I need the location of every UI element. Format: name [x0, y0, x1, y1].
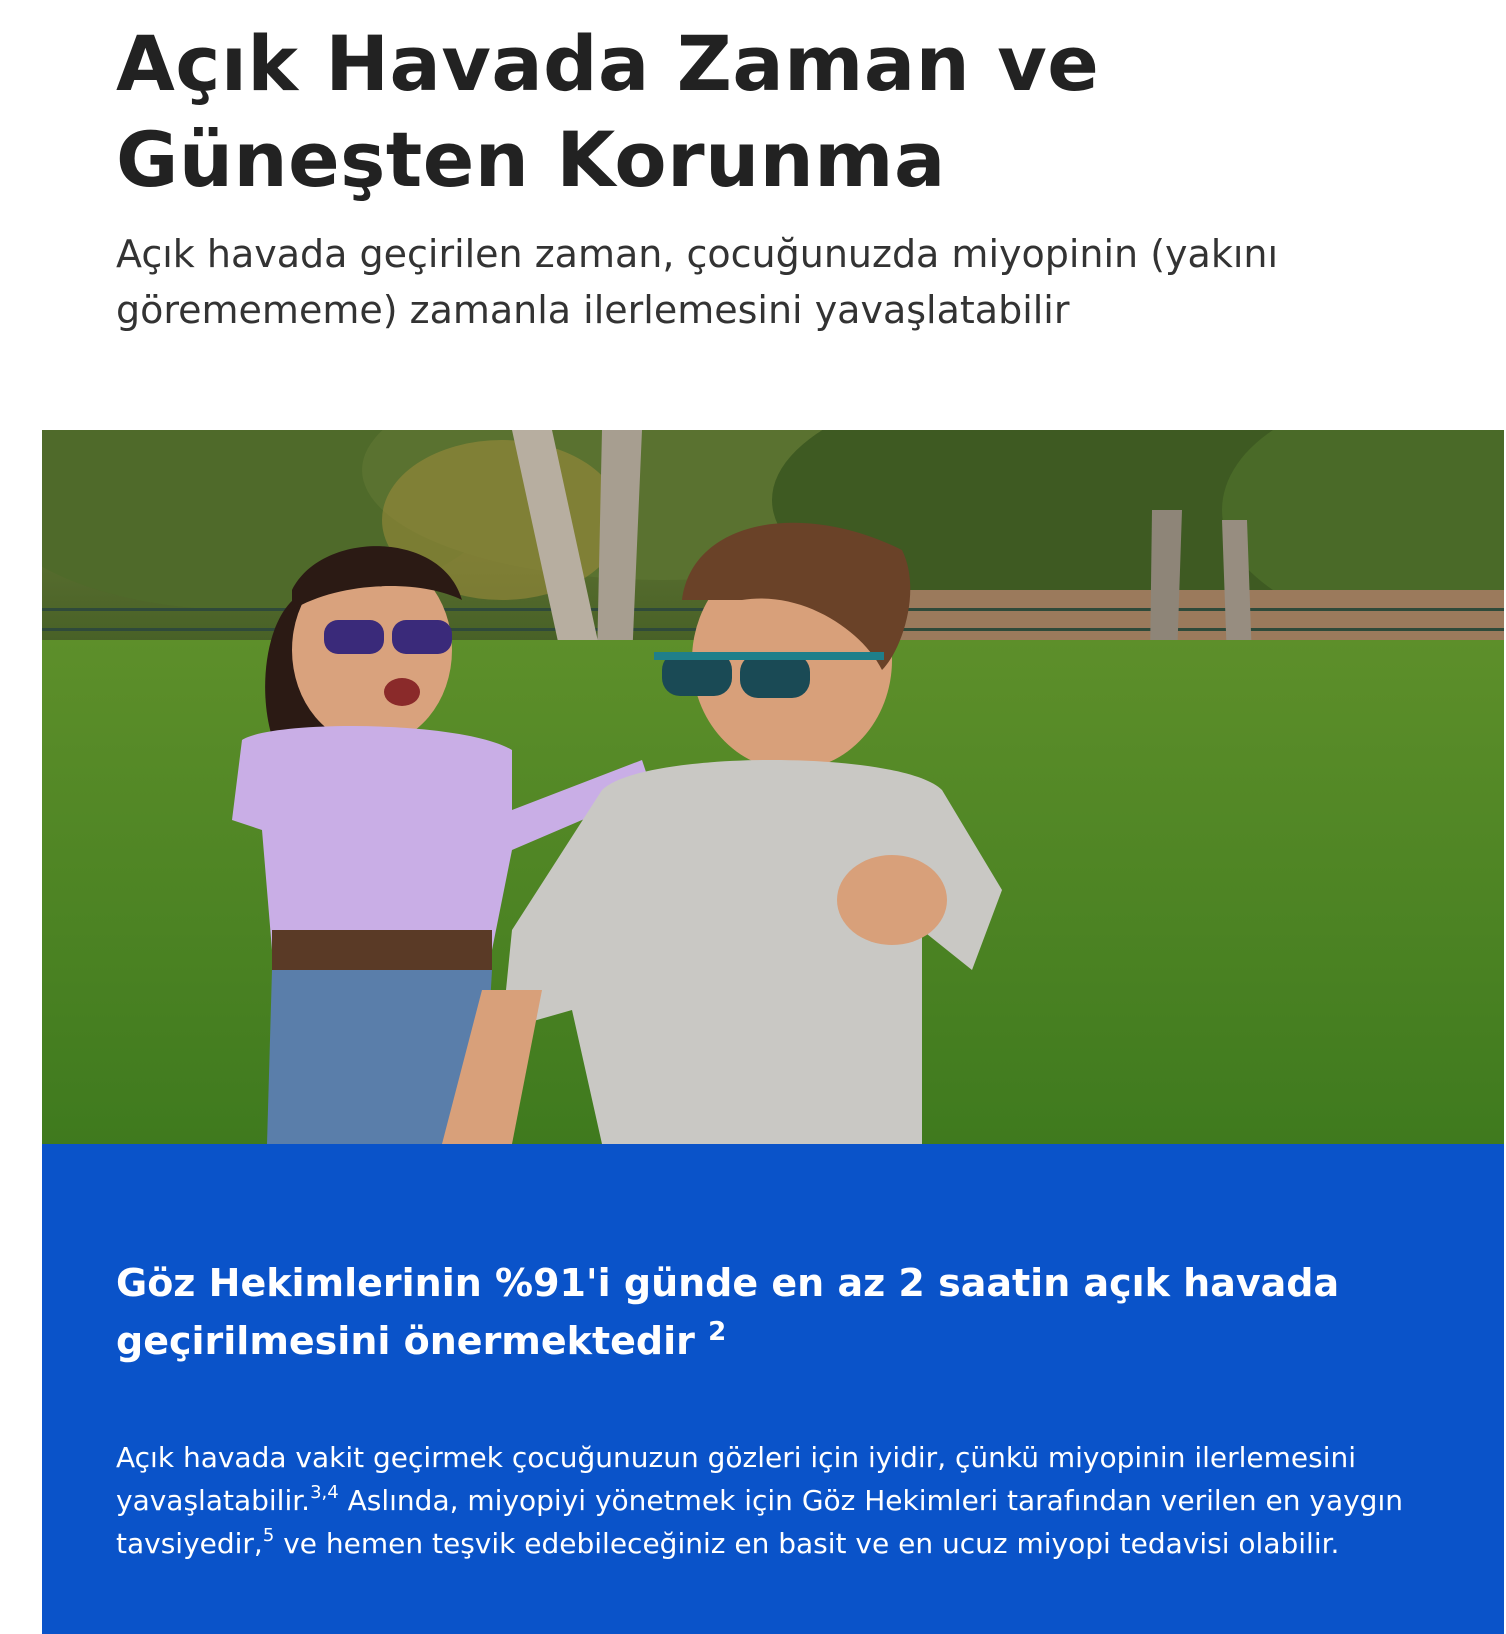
children-outdoors-photo [42, 430, 1504, 1144]
callout-body-footnote-ref-2[interactable]: 5 [262, 1525, 275, 1546]
page-title [116, 16, 1416, 208]
page-title-line-1: Açık Havada Zaman ve [116, 19, 1100, 108]
callout-body-footnote-ref-1[interactable]: 3,4 [310, 1482, 339, 1503]
hero-image [42, 430, 1504, 1144]
callout-heading [116, 1254, 1456, 1370]
page-title-line-2: Güneşten Korunma [116, 115, 946, 204]
callout-body [116, 1436, 1446, 1565]
callout-heading-text: Göz Hekimlerinin %91'i günde en az 2 saatin açık havada geçirilmesini önermektedir [116, 1261, 1340, 1363]
callout-body-part-3: ve hemen teşvik edebileceğiniz en basit ve en ucuz miyopi tedavisi olabilir. [274, 1527, 1340, 1560]
callout-body-part-1: Açık havada vakit geçirmek çocuğunuzun gözleri için iyidir, çünkü miyopinin ilerlemesini yavaşlatabilir. [116, 1441, 1357, 1517]
callout-body-part-2: Aslında, miyopiyi yönetmek için Göz Hekimleri tarafından verilen en yaygın tavsiyedir, [116, 1484, 1403, 1560]
callout-heading-footnote-ref[interactable]: 2 [708, 1317, 727, 1347]
page-subtitle: Açık havada geçirilen zaman, çocuğunuzda miyopinin (yakını göremememe) zamanla ilerlemesini yavaşlatabilir [116, 232, 1279, 332]
